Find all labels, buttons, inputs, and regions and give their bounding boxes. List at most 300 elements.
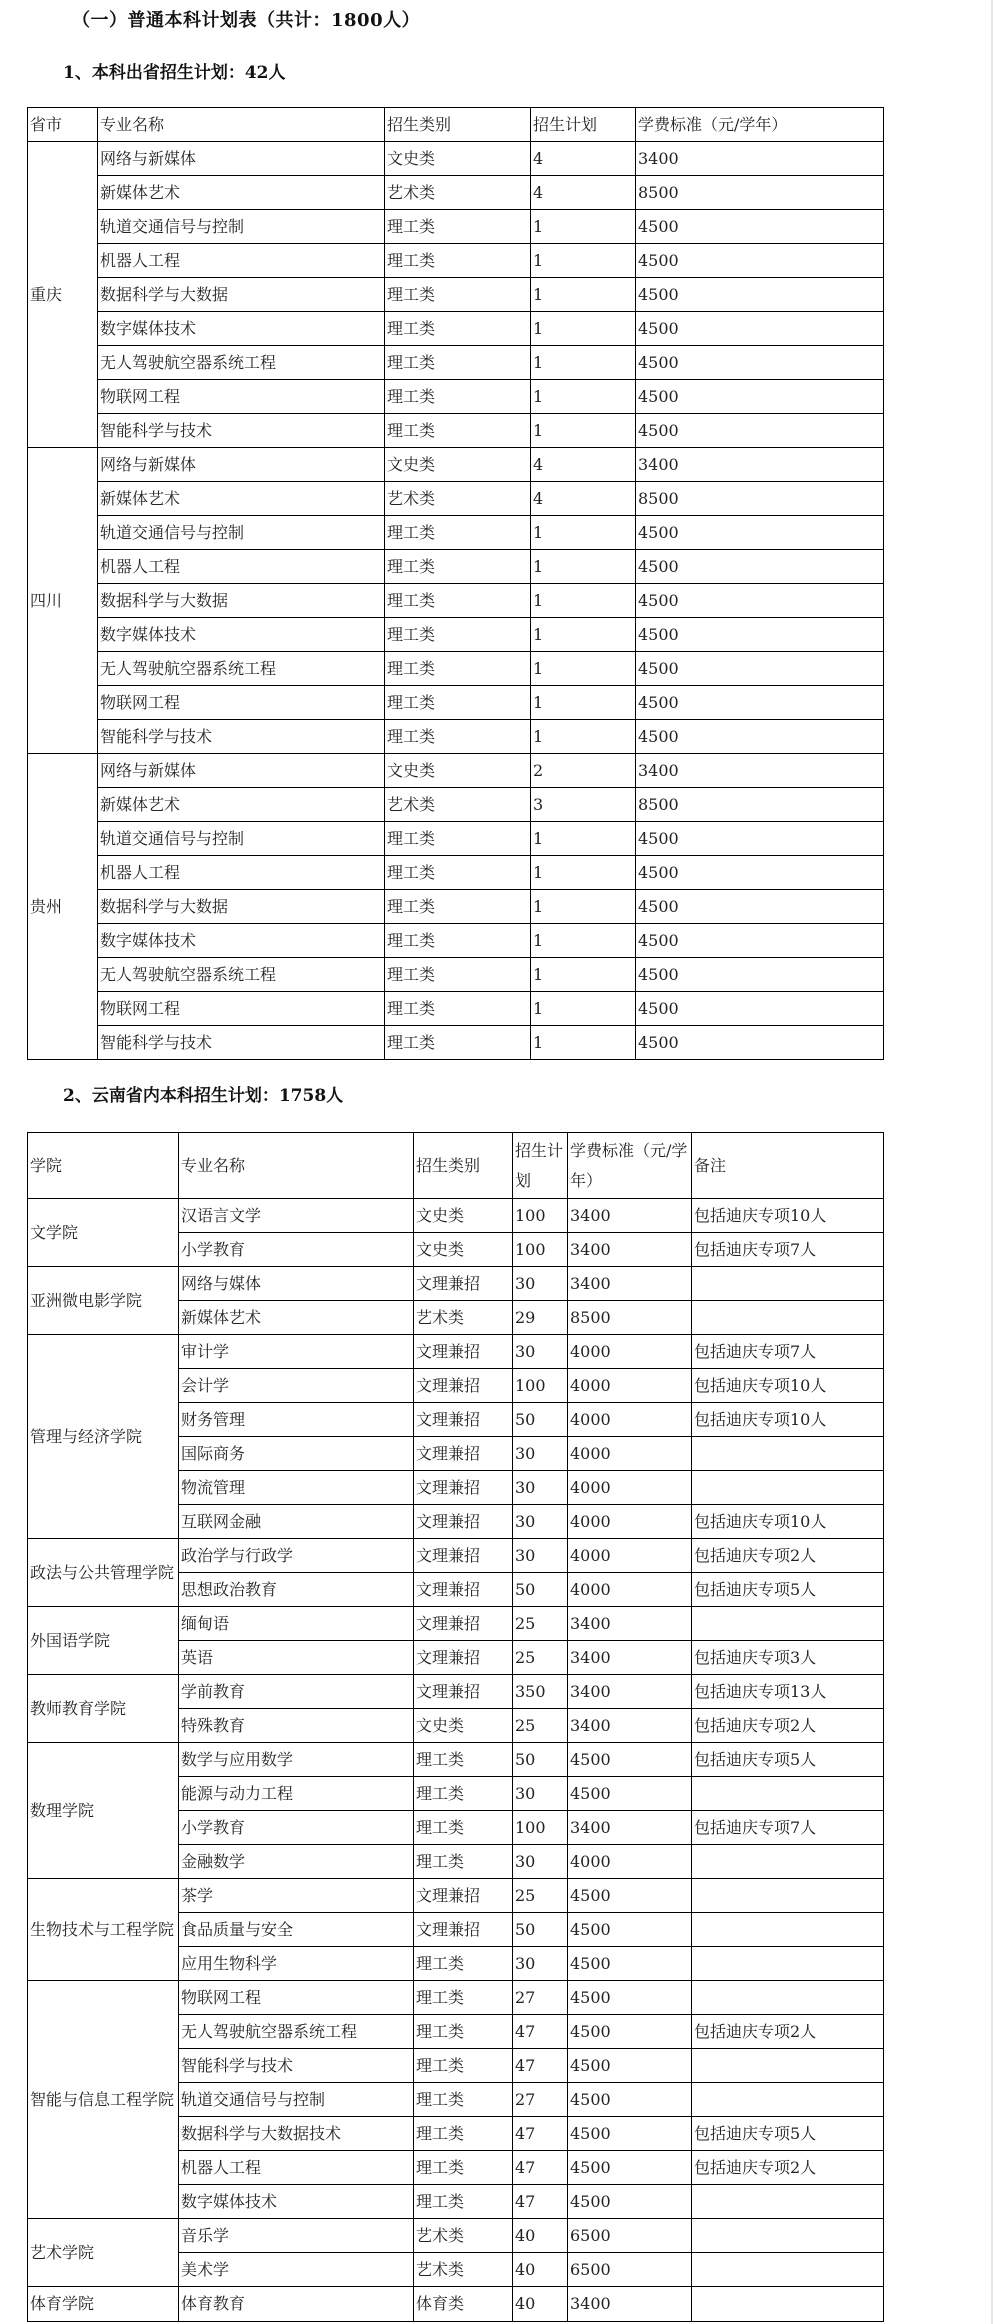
quota-cell: 1 bbox=[531, 380, 636, 414]
category-cell: 理工类 bbox=[385, 686, 531, 720]
quota-cell: 1 bbox=[531, 822, 636, 856]
tuition-cell: 4000 bbox=[568, 1505, 692, 1539]
tuition-cell: 4500 bbox=[636, 584, 884, 618]
category-cell: 文史类 bbox=[385, 448, 531, 482]
category-cell: 理工类 bbox=[385, 550, 531, 584]
out-of-province-table bbox=[27, 107, 884, 1060]
tuition-cell: 4500 bbox=[636, 380, 884, 414]
column-header: 专业名称 bbox=[179, 1133, 414, 1199]
major-cell: 数据科学与大数据 bbox=[98, 278, 385, 312]
tuition-cell: 4500 bbox=[636, 210, 884, 244]
tuition-cell: 3400 bbox=[568, 1811, 692, 1845]
remark-cell: 包括迪庆专项2人 bbox=[692, 2015, 884, 2049]
major-cell: 数字媒体技术 bbox=[98, 312, 385, 346]
major-cell: 金融数学 bbox=[179, 1845, 414, 1879]
tuition-cell: 4500 bbox=[636, 516, 884, 550]
table-row bbox=[28, 1743, 884, 1777]
major-cell: 体育教育 bbox=[179, 2287, 414, 2322]
quota-cell: 47 bbox=[513, 2117, 568, 2151]
tuition-cell: 3400 bbox=[636, 142, 884, 176]
major-cell: 智能科学与技术 bbox=[98, 1026, 385, 1060]
quota-cell: 1 bbox=[531, 720, 636, 754]
quota-cell: 30 bbox=[513, 1947, 568, 1981]
quota-cell: 40 bbox=[513, 2287, 568, 2322]
tuition-cell: 4500 bbox=[636, 992, 884, 1026]
major-cell: 轨道交通信号与控制 bbox=[98, 210, 385, 244]
category-cell: 文史类 bbox=[385, 754, 531, 788]
major-cell: 音乐学 bbox=[179, 2219, 414, 2253]
remark-cell: 包括迪庆专项2人 bbox=[692, 1539, 884, 1573]
table-row bbox=[28, 1675, 884, 1709]
major-cell: 轨道交通信号与控制 bbox=[98, 822, 385, 856]
quota-cell: 4 bbox=[531, 482, 636, 516]
major-cell: 小学教育 bbox=[179, 1811, 414, 1845]
quota-cell: 1 bbox=[531, 992, 636, 1026]
province-cell: 四川 bbox=[28, 448, 98, 754]
remark-cell: 包括迪庆专项2人 bbox=[692, 2151, 884, 2185]
major-cell: 智能科学与技术 bbox=[98, 414, 385, 448]
major-cell: 轨道交通信号与控制 bbox=[98, 516, 385, 550]
tuition-cell: 4000 bbox=[568, 1845, 692, 1879]
tuition-cell: 4500 bbox=[636, 686, 884, 720]
column-header: 学费标准（元/学年） bbox=[568, 1133, 692, 1199]
quota-cell: 2 bbox=[531, 754, 636, 788]
column-header: 专业名称 bbox=[98, 108, 385, 142]
major-cell: 会计学 bbox=[179, 1369, 414, 1403]
college-cell: 教师教育学院 bbox=[28, 1675, 179, 1743]
category-cell: 文史类 bbox=[414, 1233, 513, 1267]
category-cell: 理工类 bbox=[414, 2015, 513, 2049]
major-cell: 网络与新媒体 bbox=[98, 142, 385, 176]
quota-cell: 25 bbox=[513, 1879, 568, 1913]
quota-cell: 30 bbox=[513, 1335, 568, 1369]
column-header: 招生计划 bbox=[531, 108, 636, 142]
tuition-cell: 6500 bbox=[568, 2253, 692, 2287]
category-cell: 文理兼招 bbox=[414, 1539, 513, 1573]
tuition-cell: 3400 bbox=[568, 1709, 692, 1743]
tuition-cell: 4500 bbox=[636, 652, 884, 686]
table-row bbox=[28, 380, 884, 414]
major-cell: 新媒体艺术 bbox=[98, 176, 385, 210]
major-cell: 物联网工程 bbox=[179, 1981, 414, 2015]
table-row bbox=[28, 1199, 884, 1233]
province-cell: 贵州 bbox=[28, 754, 98, 1060]
college-cell: 艺术学院 bbox=[28, 2219, 179, 2287]
major-cell: 国际商务 bbox=[179, 1437, 414, 1471]
category-cell: 理工类 bbox=[385, 516, 531, 550]
category-cell: 文理兼招 bbox=[414, 1505, 513, 1539]
quota-cell: 29 bbox=[513, 1301, 568, 1335]
major-cell: 小学教育 bbox=[179, 1233, 414, 1267]
category-cell: 文理兼招 bbox=[414, 1675, 513, 1709]
major-cell: 茶学 bbox=[179, 1879, 414, 1913]
college-cell: 体育学院 bbox=[28, 2287, 179, 2322]
table-row bbox=[28, 754, 884, 788]
tuition-cell: 4500 bbox=[636, 414, 884, 448]
major-cell: 无人驾驶航空器系统工程 bbox=[98, 958, 385, 992]
remark-cell: 包括迪庆专项7人 bbox=[692, 1335, 884, 1369]
category-cell: 理工类 bbox=[385, 278, 531, 312]
tuition-cell: 4500 bbox=[636, 550, 884, 584]
category-cell: 理工类 bbox=[414, 1743, 513, 1777]
major-cell: 思想政治教育 bbox=[179, 1573, 414, 1607]
major-cell: 美术学 bbox=[179, 2253, 414, 2287]
quota-cell: 1 bbox=[531, 856, 636, 890]
category-cell: 文理兼招 bbox=[414, 1267, 513, 1301]
table-row bbox=[28, 924, 884, 958]
tuition-cell: 4500 bbox=[636, 278, 884, 312]
table-row bbox=[28, 312, 884, 346]
remark-cell: 包括迪庆专项5人 bbox=[692, 1743, 884, 1777]
tuition-cell: 3400 bbox=[568, 1641, 692, 1675]
major-cell: 数据科学与大数据 bbox=[98, 890, 385, 924]
quota-cell: 100 bbox=[513, 1811, 568, 1845]
major-cell: 数据科学与大数据 bbox=[98, 584, 385, 618]
quota-cell: 30 bbox=[513, 1539, 568, 1573]
major-cell: 机器人工程 bbox=[98, 550, 385, 584]
tuition-cell: 4500 bbox=[568, 2083, 692, 2117]
column-header: 学院 bbox=[28, 1133, 179, 1199]
remark-cell bbox=[692, 1471, 884, 1505]
college-cell: 生物技术与工程学院 bbox=[28, 1879, 179, 1981]
tuition-cell: 4000 bbox=[568, 1539, 692, 1573]
quota-cell: 350 bbox=[513, 1675, 568, 1709]
category-cell: 理工类 bbox=[414, 2049, 513, 2083]
major-cell: 学前教育 bbox=[179, 1675, 414, 1709]
category-cell: 理工类 bbox=[385, 618, 531, 652]
remark-cell bbox=[692, 1437, 884, 1471]
category-cell: 理工类 bbox=[414, 1981, 513, 2015]
remark-cell: 包括迪庆专项13人 bbox=[692, 1675, 884, 1709]
category-cell: 理工类 bbox=[385, 1026, 531, 1060]
out-of-province-table-body bbox=[28, 108, 884, 1060]
major-cell: 物联网工程 bbox=[98, 992, 385, 1026]
table-row bbox=[28, 448, 884, 482]
quota-cell: 1 bbox=[531, 924, 636, 958]
table-row bbox=[28, 788, 884, 822]
remark-cell bbox=[692, 1913, 884, 1947]
major-cell: 政治学与行政学 bbox=[179, 1539, 414, 1573]
tuition-cell: 4500 bbox=[636, 924, 884, 958]
quota-cell: 27 bbox=[513, 1981, 568, 2015]
major-cell: 机器人工程 bbox=[98, 856, 385, 890]
table-row bbox=[28, 550, 884, 584]
tuition-cell: 4500 bbox=[568, 2117, 692, 2151]
tuition-cell: 4500 bbox=[568, 2185, 692, 2219]
major-cell: 数字媒体技术 bbox=[179, 2185, 414, 2219]
category-cell: 文理兼招 bbox=[414, 1437, 513, 1471]
tuition-cell: 8500 bbox=[636, 482, 884, 516]
tuition-cell: 8500 bbox=[636, 788, 884, 822]
category-cell: 理工类 bbox=[414, 1777, 513, 1811]
table-row bbox=[28, 176, 884, 210]
category-cell: 艺术类 bbox=[385, 788, 531, 822]
quota-cell: 1 bbox=[531, 414, 636, 448]
column-header: 招生计划 bbox=[513, 1133, 568, 1199]
quota-cell: 30 bbox=[513, 1267, 568, 1301]
quota-cell: 25 bbox=[513, 1607, 568, 1641]
table-row bbox=[28, 244, 884, 278]
quota-cell: 50 bbox=[513, 1573, 568, 1607]
category-cell: 理工类 bbox=[385, 312, 531, 346]
quota-cell: 25 bbox=[513, 1709, 568, 1743]
quota-cell: 100 bbox=[513, 1369, 568, 1403]
tuition-cell: 4500 bbox=[568, 2151, 692, 2185]
table-row bbox=[28, 346, 884, 380]
quota-cell: 50 bbox=[513, 1743, 568, 1777]
quota-cell: 30 bbox=[513, 1437, 568, 1471]
table-row bbox=[28, 210, 884, 244]
tuition-cell: 4500 bbox=[636, 958, 884, 992]
quota-cell: 1 bbox=[531, 1026, 636, 1060]
quota-cell: 40 bbox=[513, 2253, 568, 2287]
category-cell: 文理兼招 bbox=[414, 1403, 513, 1437]
major-cell: 财务管理 bbox=[179, 1403, 414, 1437]
major-cell: 网络与新媒体 bbox=[98, 448, 385, 482]
table-row bbox=[28, 1026, 884, 1060]
tuition-cell: 4000 bbox=[568, 1335, 692, 1369]
tuition-cell: 6500 bbox=[568, 2219, 692, 2253]
major-cell: 无人驾驶航空器系统工程 bbox=[98, 346, 385, 380]
category-cell: 理工类 bbox=[414, 1811, 513, 1845]
category-cell: 文理兼招 bbox=[414, 1369, 513, 1403]
table-row bbox=[28, 516, 884, 550]
table-row bbox=[28, 2287, 884, 2322]
major-cell: 汉语言文学 bbox=[179, 1199, 414, 1233]
quota-cell: 4 bbox=[531, 176, 636, 210]
major-cell: 数字媒体技术 bbox=[98, 924, 385, 958]
category-cell: 理工类 bbox=[385, 856, 531, 890]
quota-cell: 100 bbox=[513, 1199, 568, 1233]
section1-heading: 1、本科出省招生计划：42人 bbox=[63, 63, 286, 83]
remark-cell: 包括迪庆专项2人 bbox=[692, 1709, 884, 1743]
tuition-cell: 4000 bbox=[568, 1369, 692, 1403]
tuition-cell: 4500 bbox=[636, 890, 884, 924]
category-cell: 理工类 bbox=[385, 924, 531, 958]
remark-cell bbox=[692, 1777, 884, 1811]
remark-cell: 包括迪庆专项3人 bbox=[692, 1641, 884, 1675]
major-cell: 机器人工程 bbox=[98, 244, 385, 278]
in-province-table bbox=[27, 1132, 884, 2322]
tuition-cell: 4500 bbox=[568, 2049, 692, 2083]
college-cell: 智能与信息工程学院 bbox=[28, 1981, 179, 2219]
college-cell: 管理与经济学院 bbox=[28, 1335, 179, 1539]
category-cell: 理工类 bbox=[385, 210, 531, 244]
quota-cell: 1 bbox=[531, 210, 636, 244]
tuition-cell: 4500 bbox=[568, 1777, 692, 1811]
category-cell: 文理兼招 bbox=[414, 1879, 513, 1913]
major-cell: 互联网金融 bbox=[179, 1505, 414, 1539]
major-cell: 物联网工程 bbox=[98, 380, 385, 414]
remark-cell: 包括迪庆专项10人 bbox=[692, 1199, 884, 1233]
column-header: 学费标准（元/学年） bbox=[636, 108, 884, 142]
tuition-cell: 4000 bbox=[568, 1403, 692, 1437]
category-cell: 文理兼招 bbox=[414, 1913, 513, 1947]
table-row bbox=[28, 584, 884, 618]
quota-cell: 1 bbox=[531, 686, 636, 720]
tuition-cell: 3400 bbox=[568, 1675, 692, 1709]
tuition-cell: 4500 bbox=[568, 2015, 692, 2049]
remark-cell bbox=[692, 1845, 884, 1879]
category-cell: 理工类 bbox=[385, 720, 531, 754]
major-cell: 网络与媒体 bbox=[179, 1267, 414, 1301]
category-cell: 文理兼招 bbox=[414, 1573, 513, 1607]
major-cell: 机器人工程 bbox=[179, 2151, 414, 2185]
remark-cell bbox=[692, 2219, 884, 2253]
quota-cell: 47 bbox=[513, 2185, 568, 2219]
quota-cell: 1 bbox=[531, 958, 636, 992]
tuition-cell: 3400 bbox=[568, 1267, 692, 1301]
table-row bbox=[28, 958, 884, 992]
table-header-row bbox=[28, 108, 884, 142]
column-header: 省市 bbox=[28, 108, 98, 142]
major-cell: 缅甸语 bbox=[179, 1607, 414, 1641]
tuition-cell: 4500 bbox=[568, 1743, 692, 1777]
category-cell: 艺术类 bbox=[414, 2253, 513, 2287]
tuition-cell: 8500 bbox=[568, 1301, 692, 1335]
remark-cell: 包括迪庆专项7人 bbox=[692, 1811, 884, 1845]
quota-cell: 47 bbox=[513, 2049, 568, 2083]
major-cell: 食品质量与安全 bbox=[179, 1913, 414, 1947]
category-cell: 理工类 bbox=[385, 652, 531, 686]
quota-cell: 3 bbox=[531, 788, 636, 822]
remark-cell bbox=[692, 2287, 884, 2322]
category-cell: 艺术类 bbox=[414, 1301, 513, 1335]
table-row bbox=[28, 2219, 884, 2253]
table-row bbox=[28, 822, 884, 856]
tuition-cell: 4500 bbox=[636, 244, 884, 278]
major-cell: 网络与新媒体 bbox=[98, 754, 385, 788]
table-row bbox=[28, 482, 884, 516]
tuition-cell: 3400 bbox=[636, 754, 884, 788]
quota-cell: 30 bbox=[513, 1505, 568, 1539]
major-cell: 智能科学与技术 bbox=[98, 720, 385, 754]
major-cell: 轨道交通信号与控制 bbox=[179, 2083, 414, 2117]
college-cell: 文学院 bbox=[28, 1199, 179, 1267]
major-cell: 无人驾驶航空器系统工程 bbox=[179, 2015, 414, 2049]
remark-cell bbox=[692, 2083, 884, 2117]
remark-cell: 包括迪庆专项10人 bbox=[692, 1403, 884, 1437]
quota-cell: 47 bbox=[513, 2015, 568, 2049]
quota-cell: 100 bbox=[513, 1233, 568, 1267]
quota-cell: 1 bbox=[531, 244, 636, 278]
major-cell: 英语 bbox=[179, 1641, 414, 1675]
tuition-cell: 3400 bbox=[568, 2287, 692, 2322]
quota-cell: 25 bbox=[513, 1641, 568, 1675]
college-cell: 亚洲微电影学院 bbox=[28, 1267, 179, 1335]
remark-cell: 包括迪庆专项7人 bbox=[692, 1233, 884, 1267]
major-cell: 无人驾驶航空器系统工程 bbox=[98, 652, 385, 686]
tuition-cell: 4500 bbox=[636, 618, 884, 652]
college-cell: 政法与公共管理学院 bbox=[28, 1539, 179, 1607]
table-header-row bbox=[28, 1133, 884, 1199]
category-cell: 理工类 bbox=[385, 584, 531, 618]
quota-cell: 30 bbox=[513, 1845, 568, 1879]
table-row bbox=[28, 1879, 884, 1913]
tuition-cell: 4500 bbox=[636, 822, 884, 856]
major-cell: 新媒体艺术 bbox=[98, 482, 385, 516]
quota-cell: 1 bbox=[531, 516, 636, 550]
tuition-cell: 8500 bbox=[636, 176, 884, 210]
column-header: 备注 bbox=[692, 1133, 884, 1199]
major-cell: 物流管理 bbox=[179, 1471, 414, 1505]
category-cell: 理工类 bbox=[385, 890, 531, 924]
category-cell: 文史类 bbox=[385, 142, 531, 176]
remark-cell bbox=[692, 1607, 884, 1641]
college-cell: 外国语学院 bbox=[28, 1607, 179, 1675]
quota-cell: 1 bbox=[531, 550, 636, 584]
category-cell: 理工类 bbox=[385, 992, 531, 1026]
quota-cell: 40 bbox=[513, 2219, 568, 2253]
tuition-cell: 3400 bbox=[568, 1199, 692, 1233]
major-cell: 数字媒体技术 bbox=[98, 618, 385, 652]
tuition-cell: 3400 bbox=[568, 1607, 692, 1641]
quota-cell: 4 bbox=[531, 142, 636, 176]
remark-cell bbox=[692, 1879, 884, 1913]
major-cell: 能源与动力工程 bbox=[179, 1777, 414, 1811]
quota-cell: 30 bbox=[513, 1471, 568, 1505]
tuition-cell: 4500 bbox=[636, 856, 884, 890]
category-cell: 理工类 bbox=[385, 380, 531, 414]
table-row bbox=[28, 686, 884, 720]
document-title: （一）普通本科计划表（共计：1800人） bbox=[72, 10, 421, 31]
tuition-cell: 4000 bbox=[568, 1573, 692, 1607]
major-cell: 新媒体艺术 bbox=[179, 1301, 414, 1335]
category-cell: 体育类 bbox=[414, 2287, 513, 2322]
table-row bbox=[28, 1267, 884, 1301]
table-row bbox=[28, 1539, 884, 1573]
tuition-cell: 4500 bbox=[636, 720, 884, 754]
tuition-cell: 4500 bbox=[568, 1879, 692, 1913]
category-cell: 艺术类 bbox=[414, 2219, 513, 2253]
category-cell: 理工类 bbox=[414, 1947, 513, 1981]
category-cell: 理工类 bbox=[385, 822, 531, 856]
table-row bbox=[28, 992, 884, 1026]
quota-cell: 1 bbox=[531, 890, 636, 924]
category-cell: 理工类 bbox=[385, 958, 531, 992]
category-cell: 文理兼招 bbox=[414, 1471, 513, 1505]
tuition-cell: 3400 bbox=[636, 448, 884, 482]
major-cell: 新媒体艺术 bbox=[98, 788, 385, 822]
column-header: 招生类别 bbox=[414, 1133, 513, 1199]
table-row bbox=[28, 890, 884, 924]
remark-cell bbox=[692, 1947, 884, 1981]
table-row bbox=[28, 278, 884, 312]
province-cell: 重庆 bbox=[28, 142, 98, 448]
category-cell: 理工类 bbox=[385, 244, 531, 278]
category-cell: 艺术类 bbox=[385, 482, 531, 516]
quota-cell: 50 bbox=[513, 1403, 568, 1437]
table-row bbox=[28, 720, 884, 754]
category-cell: 理工类 bbox=[414, 2083, 513, 2117]
category-cell: 文史类 bbox=[414, 1709, 513, 1743]
remark-cell bbox=[692, 1301, 884, 1335]
table-row bbox=[28, 142, 884, 176]
tuition-cell: 4000 bbox=[568, 1471, 692, 1505]
table-row bbox=[28, 856, 884, 890]
quota-cell: 1 bbox=[531, 278, 636, 312]
remark-cell: 包括迪庆专项10人 bbox=[692, 1505, 884, 1539]
category-cell: 理工类 bbox=[414, 2117, 513, 2151]
remark-cell bbox=[692, 2185, 884, 2219]
major-cell: 数据科学与大数据技术 bbox=[179, 2117, 414, 2151]
major-cell: 特殊教育 bbox=[179, 1709, 414, 1743]
column-header: 招生类别 bbox=[385, 108, 531, 142]
table-row bbox=[28, 652, 884, 686]
major-cell: 物联网工程 bbox=[98, 686, 385, 720]
category-cell: 理工类 bbox=[385, 414, 531, 448]
quota-cell: 50 bbox=[513, 1913, 568, 1947]
